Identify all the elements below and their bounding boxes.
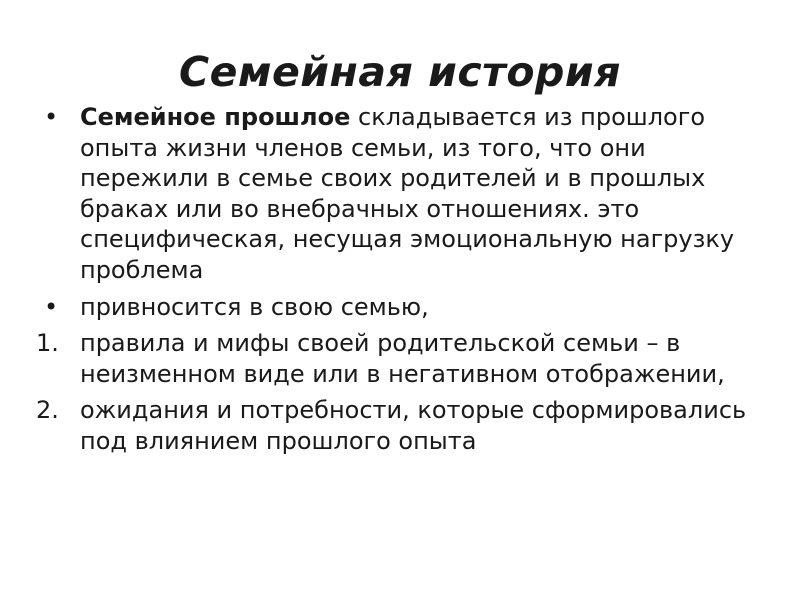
bullet-marker: • (44, 292, 59, 321)
slide-body (36, 102, 776, 463)
list-item-text: привносится в свою семью, (80, 292, 429, 321)
term-family-past: Семейное прошлое (80, 103, 351, 131)
list-item-rules-and-myths (36, 328, 776, 389)
list-item-text: ожидания и потребности, которые сформировались под влиянием прошлого опыта (80, 396, 747, 455)
list-item-brought-into-family (36, 292, 776, 323)
number-marker: 2. (36, 396, 59, 425)
bullet-marker: • (44, 103, 59, 131)
list-item-text: правила и мифы своей родительской семьи – в неизменном виде или в негативном отображении, (80, 329, 725, 388)
list-item-family-past (36, 102, 776, 286)
slide-title: Семейная история (179, 48, 621, 96)
definition-text: складывается из прошлого опыта жизни членов семьи, из того, что они пережили в семье своих родителей и в прошлых браках или во внебрачных отношениях. это специфическая, несущая эмоциональную нагрузку проблема (80, 103, 735, 284)
number-marker: 1. (36, 329, 59, 358)
list-item-expectations-and-needs (36, 395, 776, 456)
